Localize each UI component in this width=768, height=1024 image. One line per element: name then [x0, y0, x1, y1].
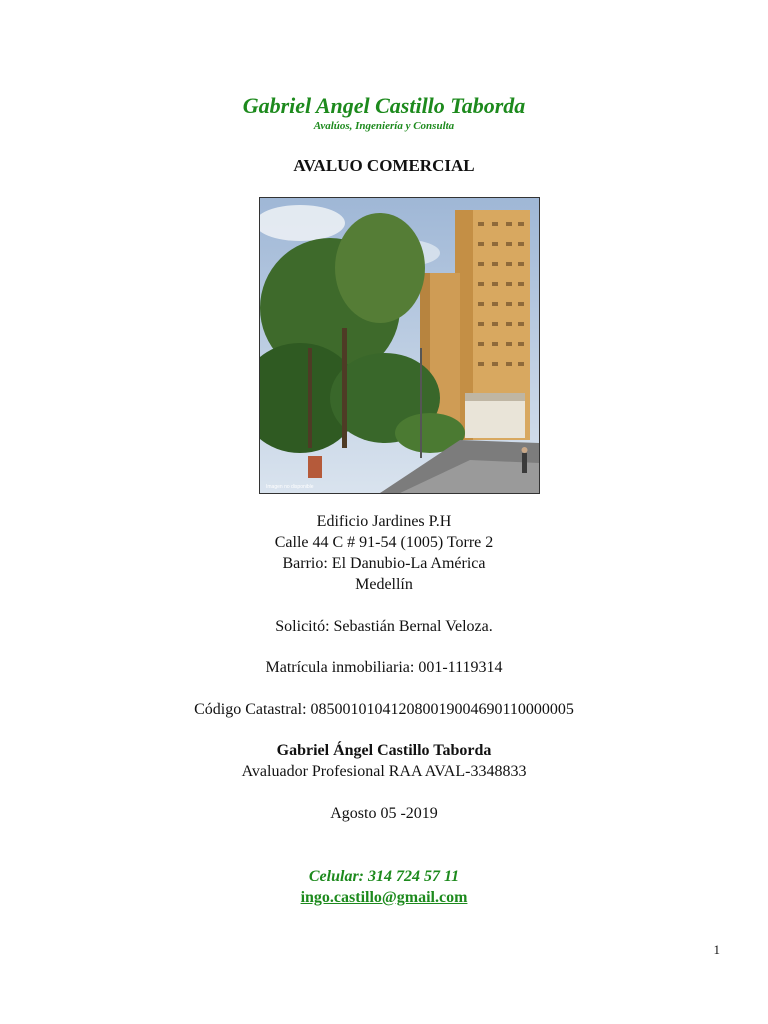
contact-email-link[interactable]: ingo.castillo@gmail.com [300, 889, 468, 906]
appraiser-title: Avaluador Profesional RAA AVAL-3348833 [241, 763, 527, 780]
document-title: AVALUO COMERCIAL [293, 156, 475, 175]
contact-phone: Celular: 314 724 57 11 [308, 868, 460, 885]
building-photo [259, 197, 540, 494]
appraiser-name: Gabriel Ángel Castillo Taborda [276, 742, 492, 759]
building-photo-illustration [260, 198, 539, 493]
property-building: Edificio Jardines P.H [316, 513, 452, 530]
property-neighborhood: Barrio: El Danubio-La América [282, 555, 486, 572]
brand-name: Gabriel Angel Castillo Taborda [242, 93, 526, 118]
page-number: 1 [713, 942, 720, 957]
property-address: Calle 44 C # 91-54 (1005) Torre 2 [274, 534, 494, 551]
document-date: Agosto 05 -2019 [330, 805, 438, 822]
photo-watermark: Imagen no disponible [266, 484, 314, 490]
registration-number: Matrícula inmobiliaria: 001-1119314 [265, 659, 503, 676]
requested-by: Solicitó: Sebastián Bernal Veloza. [275, 618, 493, 635]
brand-tagline: Avalúos, Ingeniería y Consulta [313, 120, 455, 132]
property-city: Medellín [355, 576, 413, 593]
cadastral-code: Código Catastral: 085001010412080019004690110000005 [194, 701, 574, 718]
